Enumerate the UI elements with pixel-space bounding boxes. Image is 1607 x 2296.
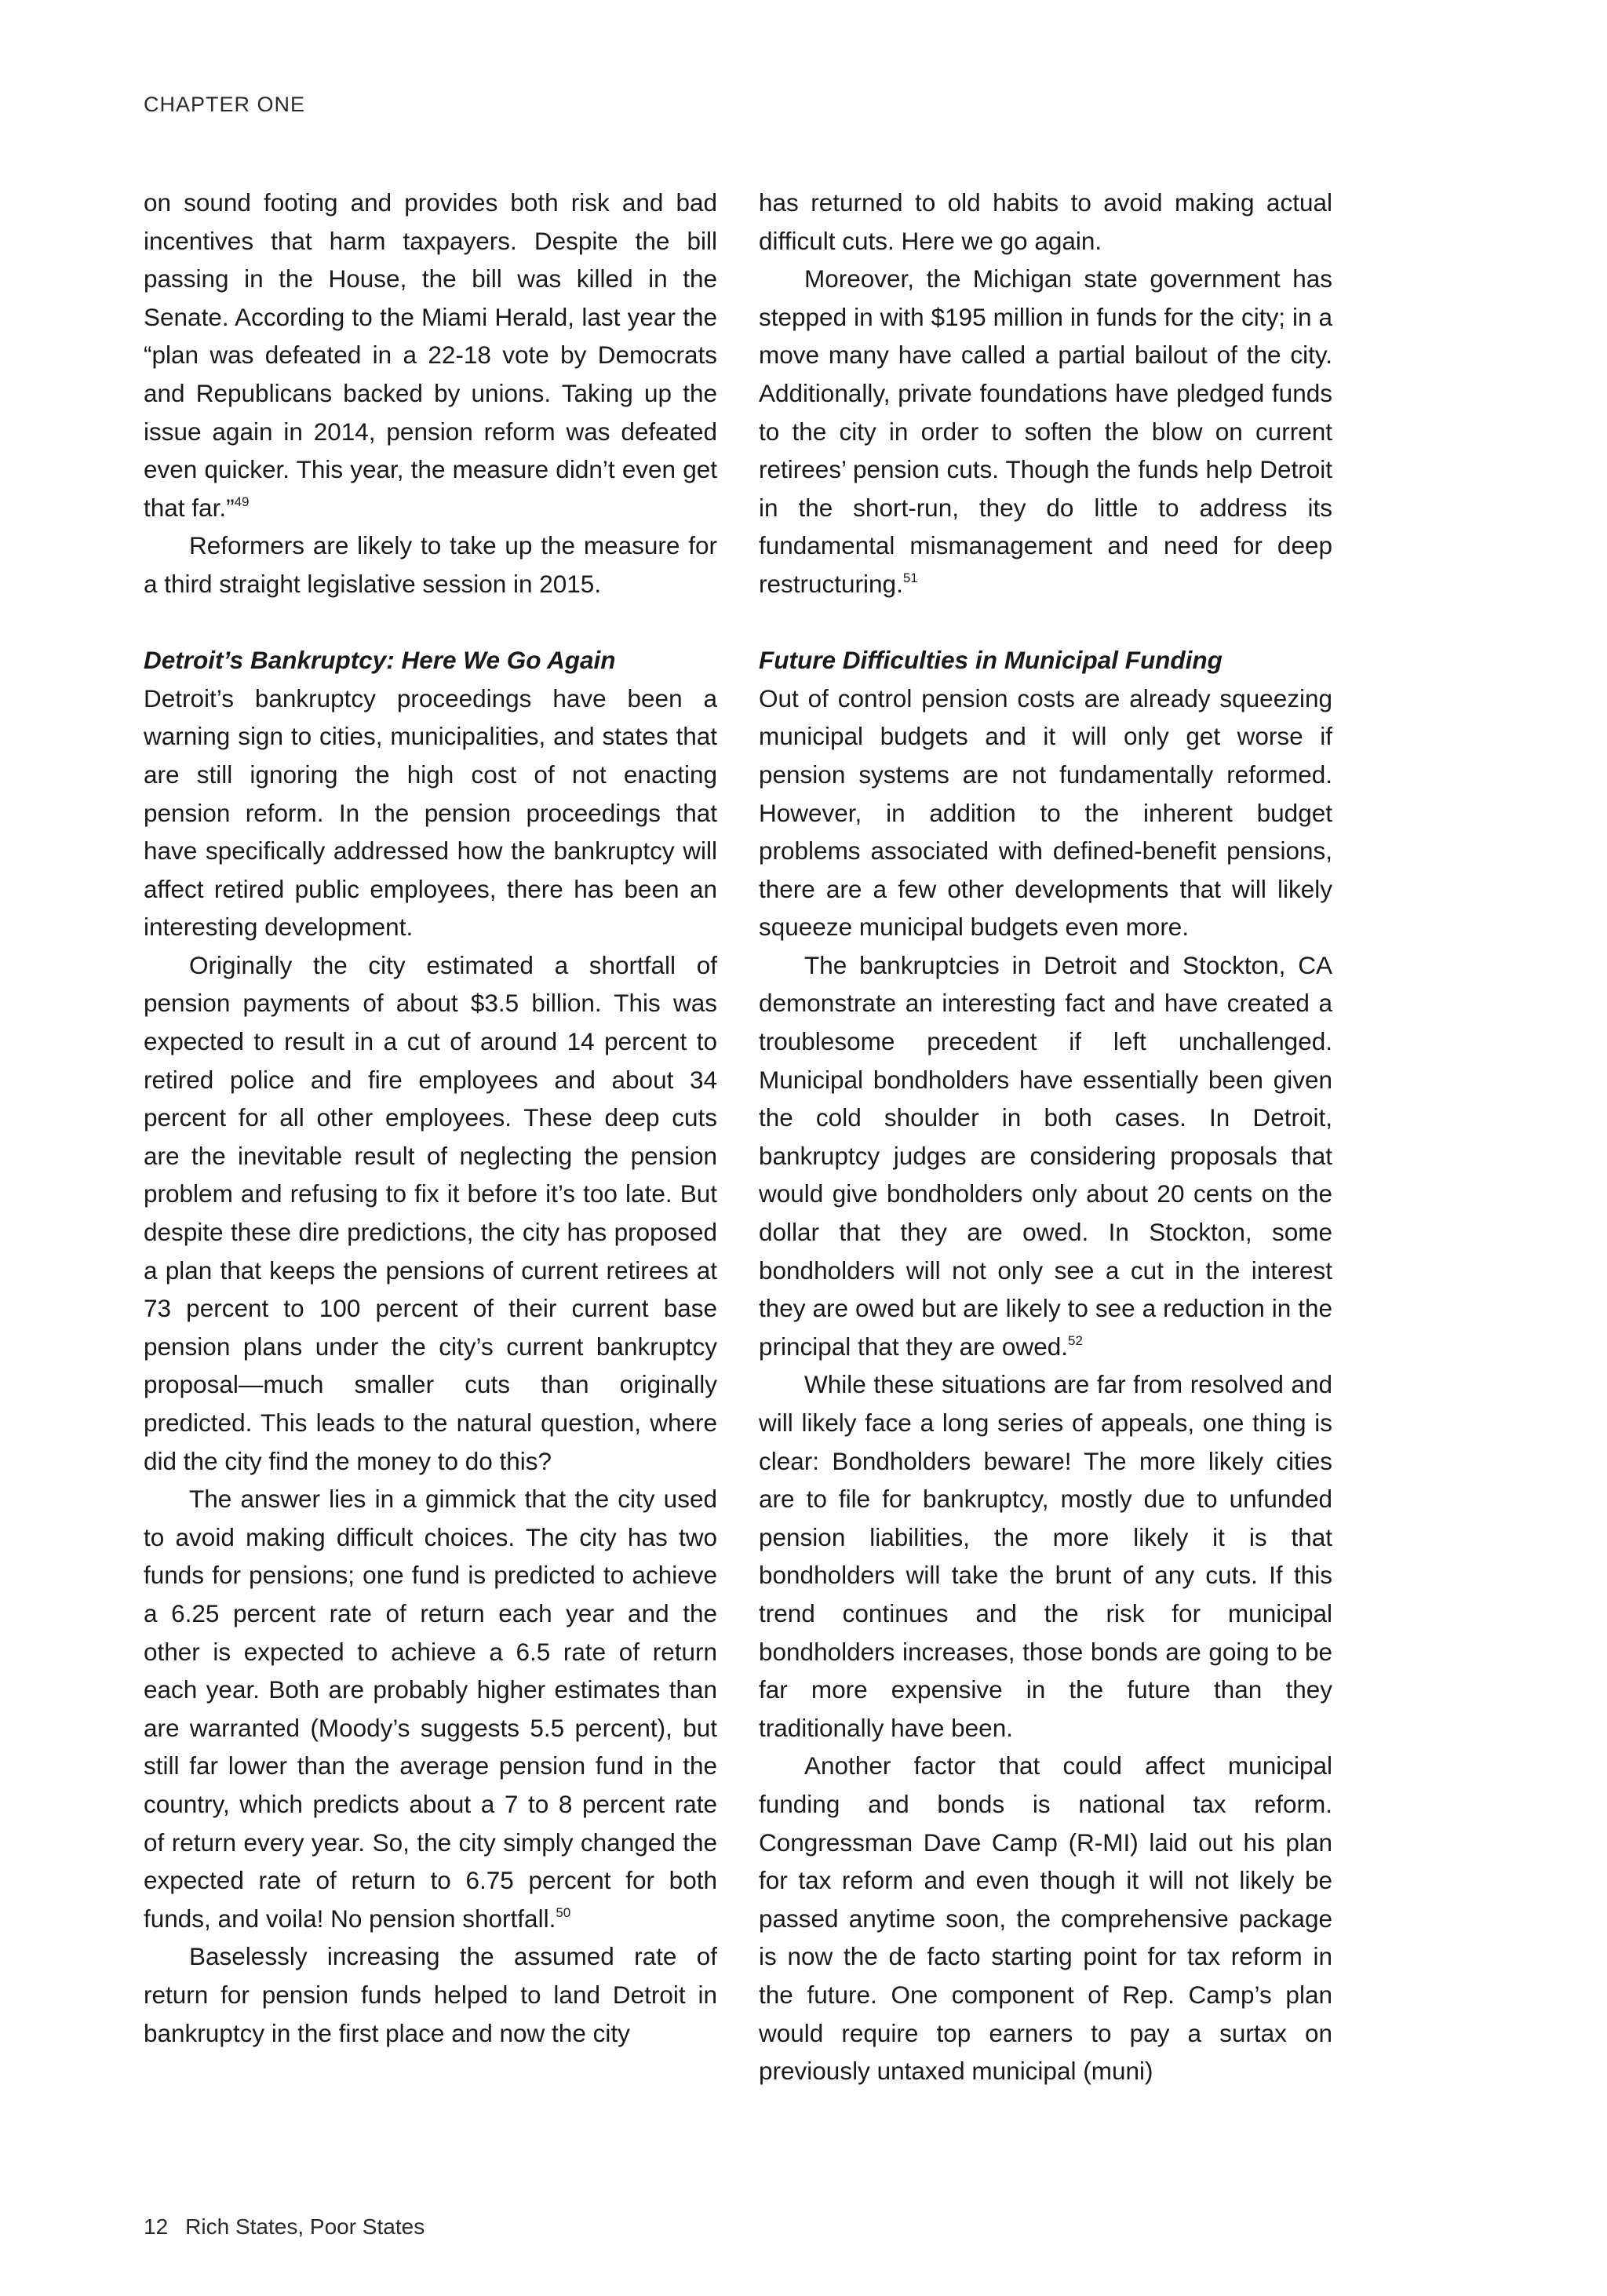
footnote-ref[interactable]: 50 <box>556 1904 571 1920</box>
paragraph: Reformers are likely to take up the measure for a third straight legislative session in 2015. <box>144 531 717 598</box>
paragraph: Out of control pension costs are already squeezing municipal budgets and it will only get worse if pension systems are not fundamentally reformed. However, in addition to the inherent budget problems associated with defined-benefit pensions, there are a few other developments that will likely squeeze municipal budgets even more. <box>759 683 1332 942</box>
book-title: Rich States, Poor States <box>185 2214 425 2239</box>
paragraph: Baselessly increasing the assumed rate of return for pension funds helped to land Detroit in bankruptcy in the first place and now the city <box>144 1942 717 2047</box>
page-number: 12 <box>144 2214 169 2239</box>
paragraph: Detroit’s bankruptcy proceedings have been a warning sign to cities, municipalities, and states that are still ignoring the high cost of not enacting pension reform. In the pension proceedings that have specifically addressed how the bankruptcy will affect retired public employees, there has been an interesting development. <box>144 683 717 942</box>
footnote-ref[interactable]: 49 <box>234 494 250 509</box>
left-column <box>144 184 717 2052</box>
paragraph: Another factor that could affect municipal funding and bonds is national tax reform. Congressman Dave Camp (R-MI) laid out his plan for tax reform and even though it will not likely be passed anytime soon, the comprehensive package is now the de facto starting point for tax reform in the future. One component of Rep. Camp’s plan would require top earners to pay a surtax on previously untaxed municipal (muni) <box>759 1751 1332 2086</box>
paragraph: The answer lies in a gimmick that the city used to avoid making difficult choices. The city has two funds for pensions; one fund is predicted to achieve a 6.25 percent rate of return each year and the other is expected to achieve a 6.5 rate of return each year. Both are probably higher estimates than are warranted (Moody’s suggests 5.5 percent), but still far lower than the average pension fund in the country, which predicts about a 7 to 8 percent rate of return every year. So, the city simply changed the expected rate of return to 6.75 percent for both funds, and voila! No pension shortfall.$^{50}$ <box>144 1485 717 1933</box>
page-footer <box>144 2214 425 2240</box>
spacer <box>759 603 1332 642</box>
right-column <box>759 184 1332 2090</box>
paragraph: has returned to old habits to avoid making actual difficult cuts. Here we go again. <box>759 188 1332 255</box>
spacer <box>144 603 717 642</box>
section-heading: Detroit’s Bankruptcy: Here We Go Again <box>144 646 616 675</box>
paragraph: on sound footing and provides both risk and bad incentives that harm taxpayers. Despite the bill passing in the House, the bill was killed in the Senate. According to the Miami Herald, last year the “plan was defeated in a 22-18 vote by Democrats and Republicans backed by unions. Taking up the issue again in 2014, pension reform was defeated even quicker. This year, the measure didn’t even get that far.”$^{49}$ <box>144 188 717 522</box>
paragraph: Originally the city estimated a shortfall of pension payments of about $3.5 billion. This was expected to result in a cut of around 14 percent to retired police and fire employees and about 34 percent for all other employees. These deep cuts are the inevitable result of neglecting the pension problem and refusing to fix it before it’s too late. But despite these dire predictions, the city has proposed a plan that keeps the pensions of current retirees at 73 percent to 100 percent of their current base pension plans under the city’s current bankruptcy proposal—much smaller cuts than originally predicted. This leads to the natural question, where did the city find the money to do this? <box>144 950 717 1475</box>
section-heading: Future Difficulties in Municipal Funding <box>759 646 1223 675</box>
paragraph: While these situations are far from resolved and will likely face a long series of appeals, one thing is clear: Bondholders beware! The more likely cities are to file for bankruptcy, mostly due to unfunded pension liabilities, the more likely it is that bondholders will take the brunt of any cuts. If this trend continues and the risk for municipal bondholders increases, those bonds are going to be far more expensive in the future than they traditionally have been. <box>759 1370 1332 1742</box>
paragraph: Moreover, the Michigan state government has stepped in with $195 million in funds for the city; in a move many have called a partial bailout of the city. Additionally, private foundations have pledged funds to the city in order to soften the blow on current retirees’ pension cuts. Though the funds help Detroit in the short-run, they do little to address its fundamental mismanagement and need for deep restructuring.$^{51}$ <box>759 264 1332 598</box>
running-header: CHAPTER ONE <box>144 93 306 116</box>
footnote-ref[interactable]: 52 <box>1067 1332 1083 1348</box>
paragraph: The bankruptcies in Detroit and Stockton, CA demonstrate an interesting fact and have created a troublesome precedent if left unchallenged. Municipal bondholders have essentially been given the cold shoulder in both cases. In Detroit, bankruptcy judges are considering proposals that would give bondholders only about 20 cents on the dollar that they are owed. In Stockton, some bondholders will not only see a cut in the interest they are owed but are likely to see a reduction in the principal that they are owed.$^{52}$ <box>759 950 1332 1361</box>
footnote-ref[interactable]: 51 <box>902 570 918 585</box>
